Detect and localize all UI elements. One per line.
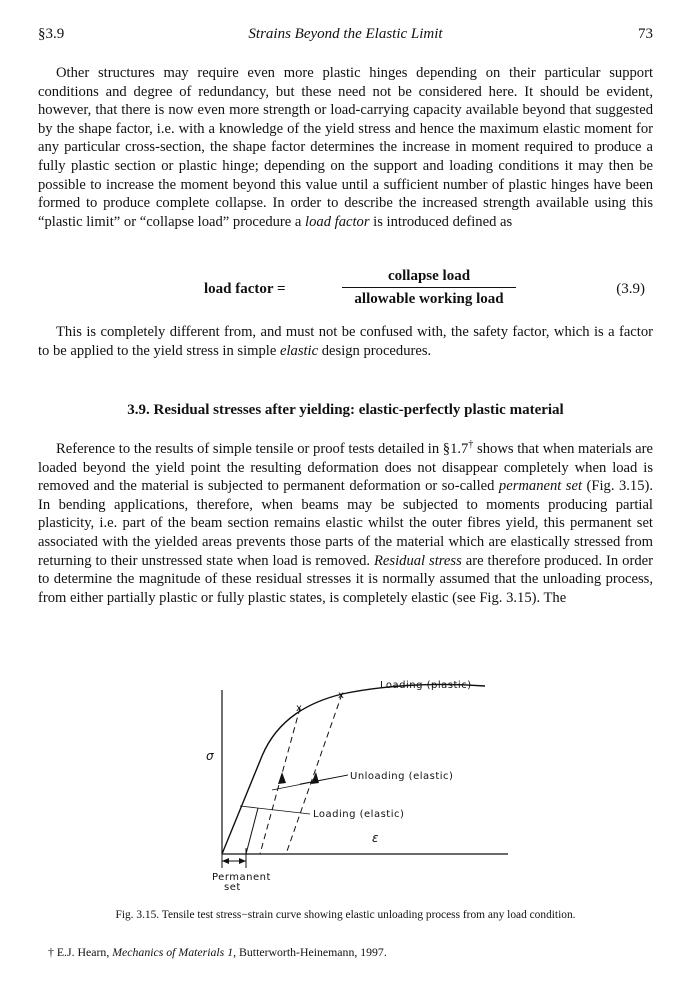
stress-strain-curve (222, 684, 485, 854)
axis-label-sigma: σ (206, 749, 215, 763)
equation-numerator: collapse load (387, 268, 471, 284)
paragraph-residual-stress (38, 440, 653, 607)
section-number: §3.9 (38, 26, 65, 42)
unloading-line-2 (286, 694, 342, 854)
label-loading-plastic: Loading (plastic) (380, 680, 472, 691)
paragraph1-text: Other structures may require even more plastic hinges depending on their particular support conditions and degree of redundancy, but these need not be considered here. It should be evident, however, that there is now even more strength or load-carrying capacity available beyond that suggested by the shape factor, i.e. with a knowledge of the yield stress and hence the maximum elastic moment for any particular cross-section, the shape factor determines the increase in moment required to produce a fully plastic section or plastic hinge; depending on the support and loading conditions it may then be possible to increase the moment beyond this value until a sufficient number of plastic hinges have been formed to produce complete collapse. In order to describe the increased strength available using this “plastic limit” or “collapse load” procedure a (38, 65, 653, 230)
paragraph3-s2: shows that when materials are loaded beyond the yield point the resulting deformation does not disappear completely when load is removed and the material is subjected to permanent deformation or so-called (38, 441, 653, 495)
fraction-bar (342, 287, 516, 288)
footnote-rest: , Butterworth-Heinemann, 1997. (233, 945, 387, 959)
paragraph2-italic: elastic (279, 342, 319, 359)
label-set: set (224, 882, 241, 892)
paragraph1-end: is introduced defined as (373, 213, 513, 230)
paragraph-safety-factor (38, 323, 653, 360)
paragraph3-italic-permanent-set: permanent set (498, 478, 583, 495)
perm-arrow-left (222, 858, 229, 864)
stress-strain-figure (180, 662, 520, 892)
perm-arrow-right (239, 858, 246, 864)
footnote-dagger: † (48, 945, 54, 959)
figure-caption: Fig. 3.15. Tensile test stress−strain curve showing elastic unloading process from any load condition. (115, 909, 576, 921)
arrow-up-1 (278, 772, 286, 784)
dagger-reference[interactable]: † (468, 439, 474, 451)
footnote (48, 945, 387, 960)
equation-3-9 (38, 266, 653, 316)
running-title: Strains Beyond the Elastic Limit (248, 26, 443, 42)
page-number: 73 (638, 26, 653, 42)
footnote-book-title: Mechanics of Materials 1 (112, 945, 234, 959)
equation-denominator: allowable working load (354, 291, 504, 307)
footnote-author: E.J. Hearn, (53, 945, 113, 959)
label-loading-elastic: Loading (elastic) (313, 809, 405, 820)
leader-unloading-b (300, 775, 348, 784)
point-marker-1: x (296, 703, 303, 714)
paragraph1-italic-term: load factor (305, 213, 370, 230)
paragraph2-start: This is completely different from, and must not be confused with, the safety factor, which is a factor to be applied to the yield stress in simple (38, 324, 653, 359)
label-permanent: Permanent (212, 872, 271, 883)
point-marker-2: x (338, 690, 345, 701)
paragraph3-italic-residual-stress: Residual stress (374, 552, 462, 569)
paragraph2-end: design procedures. (321, 342, 432, 359)
perm-set-offset-line (246, 808, 258, 854)
paragraph3-s3: (Fig. 3.15). In bending applications, therefore, when beams may be subjected to moments producing partial plasticity, i.e. part of the beam section remains elastic whilst the outer fibres yield, this permanent set associated with the yielded areas prevents those parts of the material which are elastically stressed from returning to their unstressed state when load is removed. (38, 478, 654, 569)
equation-lhs: load factor = (204, 281, 286, 297)
running-header (38, 26, 653, 48)
paragraph3-s1: Reference to the results of simple tensile or proof tests detailed in §1.7 (56, 441, 469, 457)
label-unloading-elastic: Unloading (elastic) (350, 771, 454, 782)
equation-fraction (342, 266, 516, 309)
equation-number: (3.9) (616, 281, 645, 297)
paragraph3-s4: are therefore produced. In order to determine the magnitude of these residual stresses it is normally assumed that the unloading process, from either partially plastic or fully plastic states, is completely elastic (see Fig. 3.15). The (38, 552, 653, 606)
section-heading: 3.9. Residual stresses after yielding: elastic-perfectly plastic material (127, 402, 564, 418)
paragraph-plastic-hinges (38, 64, 653, 231)
leader-loading-elastic (240, 806, 310, 814)
axis-label-epsilon: ε (372, 831, 379, 845)
